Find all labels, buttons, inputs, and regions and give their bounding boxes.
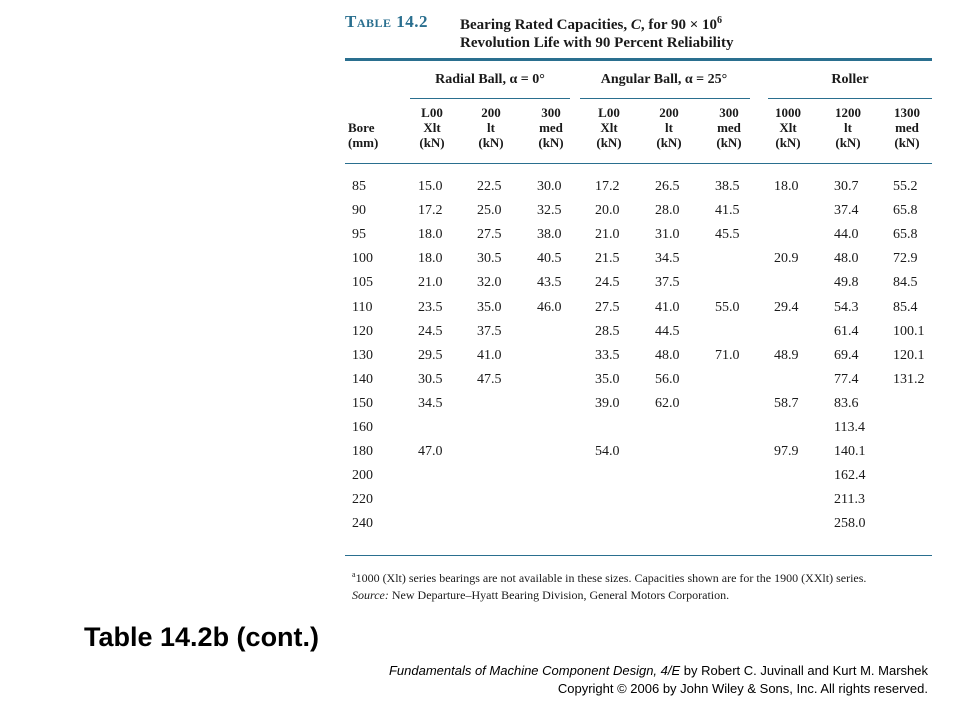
column-header-0-l1: Bore	[348, 120, 375, 135]
capacity-value: 30.0	[537, 179, 562, 194]
column-header-6-l1: 300	[719, 105, 739, 120]
column-header-8-l1: 1200	[835, 105, 861, 120]
column-header-7-l3: (kN)	[775, 135, 801, 150]
book-authors: by Robert C. Juvinall and Kurt M. Marshek	[680, 663, 928, 678]
bore-value: 105	[352, 275, 373, 291]
capacity-value: 77.4	[834, 371, 859, 387]
column-header-4-l2: Xlt	[600, 120, 618, 135]
bore-value: 95	[352, 227, 366, 243]
capacity-value: 32.0	[477, 275, 502, 291]
capacity-value: 30.7	[834, 179, 859, 194]
footnote-line	[352, 566, 866, 587]
capacity-value: 54.0	[595, 444, 620, 460]
capacity-value: 22.5	[477, 179, 502, 194]
capacity-value: 17.2	[418, 203, 443, 219]
column-header-6	[701, 105, 757, 150]
table-label	[345, 12, 428, 32]
capacity-value: 28.5	[595, 323, 620, 339]
footnote-text: 1000 (Xlt) series bearings are not available in these sizes. Capacities shown are for the 1900 (XXlt) series.	[355, 571, 867, 585]
column-header-5-l3: (kN)	[656, 135, 682, 150]
column-header-2-l3: (kN)	[478, 135, 504, 150]
capacity-value: 47.5	[477, 371, 502, 387]
capacity-value: 61.4	[834, 323, 859, 339]
capacity-value: 55.2	[893, 179, 918, 194]
capacity-value: 30.5	[418, 371, 443, 387]
table-title	[460, 12, 940, 52]
column-header-1-l1: L00	[421, 105, 443, 120]
capacity-value: 18.0	[774, 179, 799, 194]
capacity-value: 162.4	[834, 468, 866, 484]
bore-value: 180	[352, 444, 373, 460]
capacity-value: 44.0	[834, 227, 859, 243]
bore-value: 120	[352, 323, 373, 339]
capacity-value: 29.4	[774, 299, 799, 315]
column-header-9-l3: (kN)	[894, 135, 920, 150]
capacity-value: 120.1	[893, 347, 925, 363]
column-header-7-l1: 1000	[775, 105, 801, 120]
column-header-0-l2: (mm)	[348, 135, 379, 150]
capacity-value: 41.5	[715, 203, 740, 219]
capacity-value: 37.4	[834, 203, 859, 219]
capacity-value: 39.0	[595, 395, 620, 411]
capacity-value: 258.0	[834, 516, 866, 532]
bore-value: 150	[352, 395, 373, 411]
table-title-line1	[460, 12, 940, 34]
bore-value: 130	[352, 347, 373, 363]
column-header-7-l2: Xlt	[779, 120, 797, 135]
capacity-value: 85.4	[893, 299, 918, 315]
column-header-4-l3: (kN)	[596, 135, 622, 150]
capacity-value: 41.0	[477, 347, 502, 363]
capacity-value: 37.5	[477, 323, 502, 339]
bore-value: 100	[352, 251, 373, 267]
group-header-roller: Roller	[831, 72, 869, 87]
capacity-value: 46.0	[537, 299, 562, 315]
bottom-rule	[345, 555, 932, 556]
credit-block	[389, 662, 928, 698]
column-header-7	[760, 105, 816, 150]
group-header-radial: Radial Ball, α = 0°	[435, 72, 545, 87]
capacity-value: 29.5	[418, 347, 443, 363]
capacity-value: 113.4	[834, 420, 865, 435]
bore-value: 140	[352, 371, 373, 387]
capacity-value: 33.5	[595, 347, 620, 363]
capacity-value: 83.6	[834, 395, 859, 411]
group-rule-roller	[768, 98, 932, 99]
capacity-value: 23.5	[418, 299, 443, 315]
capacity-value: 27.5	[477, 227, 502, 243]
column-header-3	[523, 105, 579, 150]
capacity-value: 35.0	[595, 371, 620, 387]
capacity-value: 48.0	[834, 251, 859, 267]
source-line	[352, 587, 866, 604]
column-header-9-l1: 1300	[894, 105, 920, 120]
capacity-value: 21.0	[595, 227, 620, 243]
capacity-value: 69.4	[834, 347, 859, 363]
capacity-value: 28.0	[655, 203, 680, 219]
capacity-value: 140.1	[834, 444, 866, 460]
column-header-9	[879, 105, 935, 150]
capacity-value: 41.0	[655, 299, 680, 315]
credit-line1	[389, 662, 928, 680]
capacity-value: 18.0	[418, 227, 443, 243]
capacity-value: 71.0	[715, 347, 740, 363]
bore-value: 220	[352, 492, 373, 508]
capacity-value: 49.8	[834, 275, 859, 291]
source-text: New Departure–Hyatt Bearing Division, General Motors Corporation.	[388, 588, 730, 602]
capacity-value: 20.0	[595, 203, 620, 219]
capacity-value: 45.5	[715, 227, 740, 243]
bore-value: 160	[352, 420, 373, 435]
column-header-9-l2: med	[895, 120, 919, 135]
group-rule-radial	[410, 98, 570, 99]
column-header-6-l2: med	[717, 120, 741, 135]
column-header-5-l2: lt	[665, 120, 673, 135]
column-header-5-l1: 200	[659, 105, 679, 120]
capacity-value: 26.5	[655, 179, 680, 194]
capacity-value: 24.5	[595, 275, 620, 291]
group-rule-angular	[580, 98, 750, 99]
capacity-value: 62.0	[655, 395, 680, 411]
book-title: Fundamentals of Machine Component Design, 4/E	[388, 663, 681, 678]
capacity-value: 20.9	[774, 251, 799, 267]
bore-value: 85	[352, 179, 366, 194]
capacity-value: 27.5	[595, 299, 620, 315]
column-header-8-l2: lt	[844, 120, 852, 135]
group-header-angular: Angular Ball, α = 25°	[600, 72, 728, 87]
column-header-1	[404, 105, 460, 150]
bore-value: 240	[352, 516, 373, 532]
bore-value: 110	[352, 299, 373, 315]
bore-value: 200	[352, 468, 373, 484]
capacity-value: 84.5	[893, 275, 918, 291]
capacity-value: 25.0	[477, 203, 502, 219]
table-label-word: Table	[345, 12, 392, 31]
capacity-value: 40.5	[537, 251, 562, 267]
capacity-value: 48.9	[774, 347, 799, 363]
column-header-5	[641, 105, 697, 150]
capacity-value: 58.7	[774, 395, 799, 411]
column-header-3-l1: 300	[541, 105, 561, 120]
column-header-8-l3: (kN)	[835, 135, 861, 150]
column-header-2-l2: lt	[487, 120, 495, 135]
capacity-value: 17.2	[595, 179, 620, 194]
capacity-value: 131.2	[893, 371, 925, 387]
header-rule	[345, 163, 932, 164]
title-suffix: , for 90 × 10	[640, 17, 718, 33]
column-header-6-l3: (kN)	[716, 135, 742, 150]
capacity-value: 34.5	[418, 395, 443, 411]
capacity-value: 56.0	[655, 371, 680, 387]
table-footnote	[352, 566, 866, 604]
footnote-mark: a	[352, 570, 356, 579]
capacity-value: 55.0	[715, 299, 740, 315]
column-header-0	[348, 120, 398, 150]
column-header-1-l2: Xlt	[423, 120, 441, 135]
capacity-value: 100.1	[893, 323, 925, 339]
column-header-2-l1: 200	[481, 105, 501, 120]
capacity-value: 54.3	[834, 299, 859, 315]
title-variable: C	[630, 17, 641, 33]
column-header-3-l2: med	[539, 120, 563, 135]
capacity-value: 211.3	[834, 492, 865, 508]
copyright-line: Copyright © 2006 by John Wiley & Sons, Inc. All rights reserved.	[557, 681, 928, 696]
capacity-value: 44.5	[655, 323, 680, 339]
capacity-value: 38.5	[715, 179, 740, 194]
column-header-4	[581, 105, 637, 150]
capacity-value: 21.0	[418, 275, 443, 291]
column-header-1-l3: (kN)	[419, 135, 445, 150]
capacity-value: 21.5	[595, 251, 620, 267]
capacity-value: 97.9	[774, 444, 799, 460]
capacity-value: 32.5	[537, 203, 562, 219]
capacity-value: 65.8	[893, 203, 918, 219]
top-rule	[345, 58, 932, 61]
capacity-value: 47.0	[418, 444, 443, 460]
capacity-value: 48.0	[655, 347, 680, 363]
capacity-value: 38.0	[537, 227, 562, 243]
capacity-value: 72.9	[893, 251, 918, 267]
capacity-value: 65.8	[893, 227, 918, 243]
capacity-value: 30.5	[477, 251, 502, 267]
table-title-line2: Revolution Life with 90 Percent Reliability	[460, 35, 734, 51]
capacity-value: 24.5	[418, 323, 443, 339]
column-header-3-l3: (kN)	[538, 135, 564, 150]
capacity-value: 34.5	[655, 251, 680, 267]
capacity-value: 18.0	[418, 251, 443, 267]
capacity-value: 35.0	[477, 299, 502, 315]
capacity-value: 43.5	[537, 275, 562, 291]
capacity-value: 37.5	[655, 275, 680, 291]
capacity-value: 31.0	[655, 227, 680, 243]
slide-title: Table 14.2b (cont.)	[84, 622, 320, 652]
source-label: Source:	[352, 588, 389, 602]
bore-value: 90	[352, 203, 366, 219]
column-header-4-l1: L00	[598, 105, 620, 120]
capacity-value: 15.0	[418, 179, 443, 194]
column-header-8	[820, 105, 876, 150]
title-prefix: Bearing Rated Capacities,	[460, 17, 631, 33]
column-header-2	[463, 105, 519, 150]
title-exponent: 6	[717, 15, 723, 26]
table-label-number: 14.2	[396, 12, 429, 31]
